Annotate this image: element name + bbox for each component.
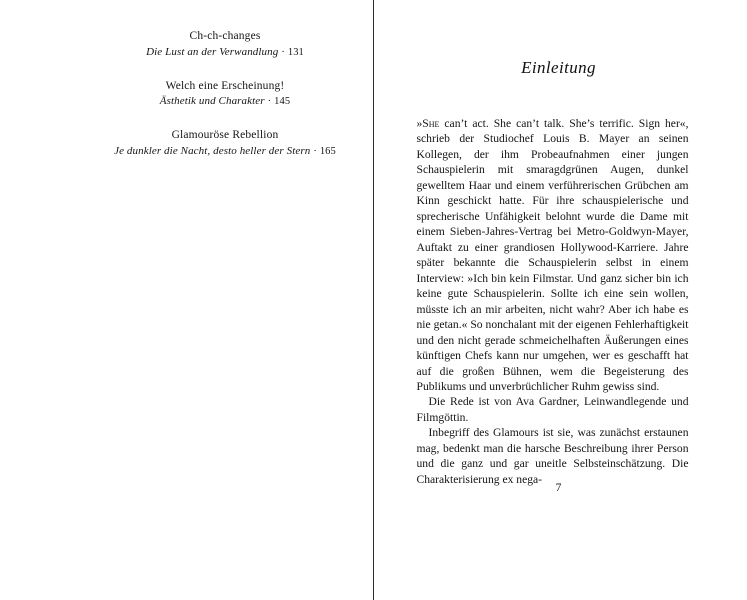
lead-smallcaps: She — [422, 117, 440, 130]
toc-entry-title: Ch-ch-changes — [189, 30, 261, 42]
toc-entry-separator: · — [267, 95, 272, 108]
toc-entry-title: Welch eine Erscheinung! — [165, 79, 285, 92]
paragraph-1-text: can’t act. She can’t talk. She’s terrific. Sign her«, schrieb der Studiochef Louis B. Mayer an seinen Kollegen, der ihm Probeaufnahmen einer jungen Schauspielerin mit smaragdgrünen Augen, dunkel gewelltem Haar und einem verführerischen Grübchen am Kinn geschickt hatte. Für ihre schauspielerische und sprecherische Unfähigkeit belohnt wurde die Dame mit einem Sieben-Jahres-Vertrag bei Metro-Goldwyn-Mayer, Auftakt zu einer grandiosen Hollywood-Karriere. Jahre später bekannte die Schauspielerin selbst in einem Interview: »Ich bin kein Filmstar. Und ganz sicher bin ich keine gute Schauspielerin. Sollte ich eine sein wollen, müsste ich an mir arbeiten, nicht wahr? Aber ich habe es nie getan.« So nonchalant mit der eigenen Fehlerhaftigkeit und den nicht gerade schmeichelhaften Äußerungen eines künftigen Chefs kann nur umgehen, wer es geschafft hat auf die großen Bühnen, wem die Begeisterung des Publikums und unverbrüchlicher Ruhm gewiss sind. — [416, 117, 689, 393]
chapter-title: Einleitung — [521, 58, 596, 77]
toc-entry-page: 165 — [319, 145, 336, 157]
toc-entry — [95, 28, 355, 61]
page-number: 7 — [555, 482, 562, 494]
toc-entry-subtitle-line — [95, 45, 355, 61]
right-page — [374, 0, 747, 600]
toc-entry-page: 131 — [287, 46, 304, 58]
toc-entry-subtitle: Ästhetik und Charakter — [159, 95, 265, 108]
table-of-contents — [95, 28, 355, 177]
toc-entry — [95, 127, 355, 160]
paragraph-3: Inbegriff des Glamours ist sie, was zunächst erstaunen mag, bedenkt man die harsche Beschreibung ihrer Person und die ganz und gar uneitle Selbsteinschätzung. Die Charakterisierung ex nega- — [416, 426, 689, 486]
toc-entry-page: 145 — [274, 96, 291, 108]
toc-entry-title: Glamouröse Rebellion — [171, 129, 279, 142]
paragraph-1 — [417, 116, 689, 394]
toc-entry-subtitle-line — [95, 94, 355, 110]
toc-entry-subtitle: Die Lust an der Verwandlung — [146, 45, 279, 58]
toc-entry-subtitle: Je dunkler die Nacht, desto heller der Stern — [114, 144, 311, 157]
chapter-block — [409, 0, 709, 494]
paragraph-2: Die Rede ist von Ava Gardner, Leinwandlegende und Filmgöttin. — [416, 395, 689, 424]
toc-entry-subtitle-line — [95, 144, 355, 160]
toc-entry-separator: · — [313, 144, 317, 157]
chapter-body — [417, 116, 689, 487]
toc-entry — [95, 78, 355, 111]
quote-open-mark: » — [416, 117, 423, 130]
toc-entry-separator: · — [281, 45, 285, 58]
